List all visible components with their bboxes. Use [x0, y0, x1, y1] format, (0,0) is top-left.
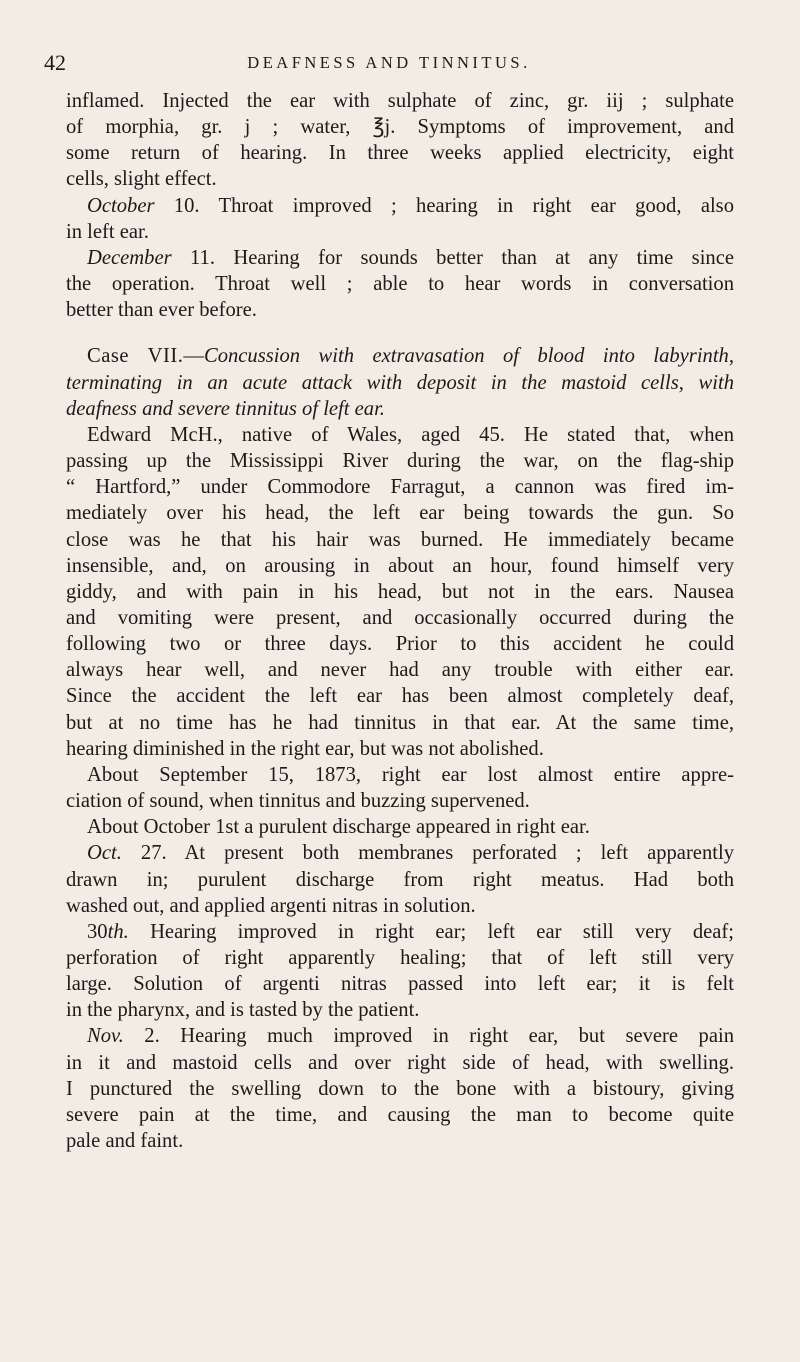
- text-run: large. Solution of argenti nitras passed into left ear; it is felt: [66, 973, 734, 996]
- text-line: [66, 788, 734, 814]
- text-run: inflamed. Injected the ear with sulphate of zinc, gr. iij ; sulphate: [66, 90, 734, 112]
- paragraph-gap: [66, 323, 734, 343]
- text-run: mediately over his head, the left ear being towards the gun. So: [66, 502, 734, 525]
- text-run: in the pharynx, and is tasted by the patient.: [66, 999, 420, 1022]
- text-line: [66, 88, 734, 114]
- text-line: [66, 448, 734, 474]
- text-run: I punctured the swelling down to the bone with a bistoury, giving: [66, 1077, 734, 1100]
- text-line: [66, 971, 734, 997]
- text-line: [66, 193, 734, 219]
- text-line: [66, 1023, 734, 1049]
- text-run: better than ever before.: [66, 299, 257, 322]
- text-run: some return of hearing. In three weeks applied electricity, eight: [66, 142, 734, 165]
- text-run: 30: [87, 920, 108, 943]
- text-line: [66, 370, 734, 396]
- text-line: [66, 683, 734, 709]
- text-run: and vomiting were present, and occasionally occurred during the: [66, 606, 734, 629]
- running-head: DEAFNESS AND TINNITUS.: [247, 53, 531, 72]
- text-run: drawn in; purulent discharge from right meatus. Had both: [66, 868, 734, 891]
- text-run: following two or three days. Prior to this accident he could: [66, 633, 734, 656]
- text-run: cells, slight effect.: [66, 168, 217, 191]
- text-run: 11. Hearing for sounds better than at any time since: [171, 246, 734, 269]
- text-line: [66, 422, 734, 448]
- text-line: [66, 343, 734, 369]
- italic-run: th.: [107, 920, 129, 943]
- text-line: [66, 114, 734, 140]
- text-line: [66, 527, 734, 553]
- text-line: [66, 631, 734, 657]
- text-line: [66, 710, 734, 736]
- page-number: 42: [44, 50, 66, 75]
- text-line: [66, 945, 734, 971]
- text-line: [66, 396, 734, 422]
- text-line: [66, 1050, 734, 1076]
- text-run: always hear well, and never had any trouble with either ear.: [66, 659, 734, 682]
- text-line: [66, 1102, 734, 1128]
- text-line: [66, 1128, 734, 1154]
- text-line: [66, 297, 734, 323]
- text-run: perforation of right apparently healing; that of left still very: [66, 947, 734, 969]
- text-line: [66, 245, 734, 271]
- text-line: [66, 893, 734, 919]
- text-line: [66, 271, 734, 297]
- italic-run: terminating in an acute attack with deposit in the mastoid cells, with: [66, 371, 734, 394]
- text-run: in it and mastoid cells and over right side of head, with swelling.: [66, 1051, 734, 1074]
- text-line: [66, 219, 734, 245]
- text-line: [66, 867, 734, 893]
- text-run: washed out, and applied argenti nitras in solution.: [66, 894, 476, 917]
- text-run: of morphia, gr. j ; water, ℥j. Symptoms of improvement, and: [66, 116, 734, 139]
- text-line: [66, 762, 734, 788]
- text-run: severe pain at the time, and causing the man to become quite: [66, 1103, 734, 1126]
- text-line: [66, 500, 734, 526]
- text-run: —: [183, 345, 204, 368]
- text-run: Hearing improved in right ear; left ear still very deaf;: [128, 920, 734, 943]
- text-line: [66, 997, 734, 1023]
- text-line: [66, 140, 734, 166]
- text-line: [66, 553, 734, 579]
- page-header: [44, 50, 734, 84]
- text-line: [66, 579, 734, 605]
- text-run: in left ear.: [66, 220, 149, 243]
- text-run: pale and faint.: [66, 1130, 184, 1153]
- italic-run: Nov.: [87, 1025, 124, 1048]
- text-run: hearing diminished in the right ear, but was not abolished.: [66, 737, 544, 760]
- text-line: [66, 605, 734, 631]
- text-line: [66, 1076, 734, 1102]
- text-run: the operation. Throat well ; able to hear words in conversation: [66, 273, 734, 296]
- text-line: [66, 657, 734, 683]
- text-run: close was he that his hair was burned. He immediately became: [66, 528, 734, 551]
- italic-run: Oct.: [87, 842, 122, 865]
- text-line: [66, 166, 734, 192]
- case-heading: Case VII.: [87, 345, 184, 368]
- body-text: [66, 88, 734, 1154]
- italic-run: December: [87, 246, 172, 269]
- text-run: passing up the Mississippi River during the war, on the flag-ship: [66, 450, 734, 473]
- text-line: [66, 736, 734, 762]
- text-run: 10. Throat improved ; hearing in right ear good, also: [154, 194, 734, 217]
- text-line: [66, 919, 734, 945]
- text-line: [66, 840, 734, 866]
- text-line: [66, 474, 734, 500]
- text-run: Since the accident the left ear has been almost completely deaf,: [66, 685, 734, 708]
- text-run: ciation of sound, when tinnitus and buzzing supervened.: [66, 790, 530, 813]
- text-run: 2. Hearing much improved in right ear, but severe pain: [123, 1025, 734, 1048]
- text-run: 27. At present both membranes perforated ; left apparently: [121, 842, 734, 865]
- text-run: but at no time has he had tinnitus in that ear. At the same time,: [66, 711, 734, 734]
- text-run: About September 15, 1873, right ear lost almost entire appre-: [87, 763, 734, 786]
- text-run: giddy, and with pain in his head, but not in the ears. Nausea: [66, 580, 734, 603]
- italic-run: deafness and severe tinnitus of left ear.: [66, 397, 385, 420]
- text-run: insensible, and, on arousing in about an hour, found himself very: [66, 554, 734, 577]
- italic-run: Concussion with extravasation of blood into labyrinth,: [203, 345, 734, 368]
- text-run: “ Hartford,” under Commodore Farragut, a cannon was fired im-: [66, 476, 734, 499]
- text-run: About October 1st a purulent discharge appeared in right ear.: [87, 816, 590, 839]
- text-line: [66, 814, 734, 840]
- italic-run: October: [87, 194, 155, 217]
- text-run: Edward McH., native of Wales, aged 45. He stated that, when: [87, 423, 734, 446]
